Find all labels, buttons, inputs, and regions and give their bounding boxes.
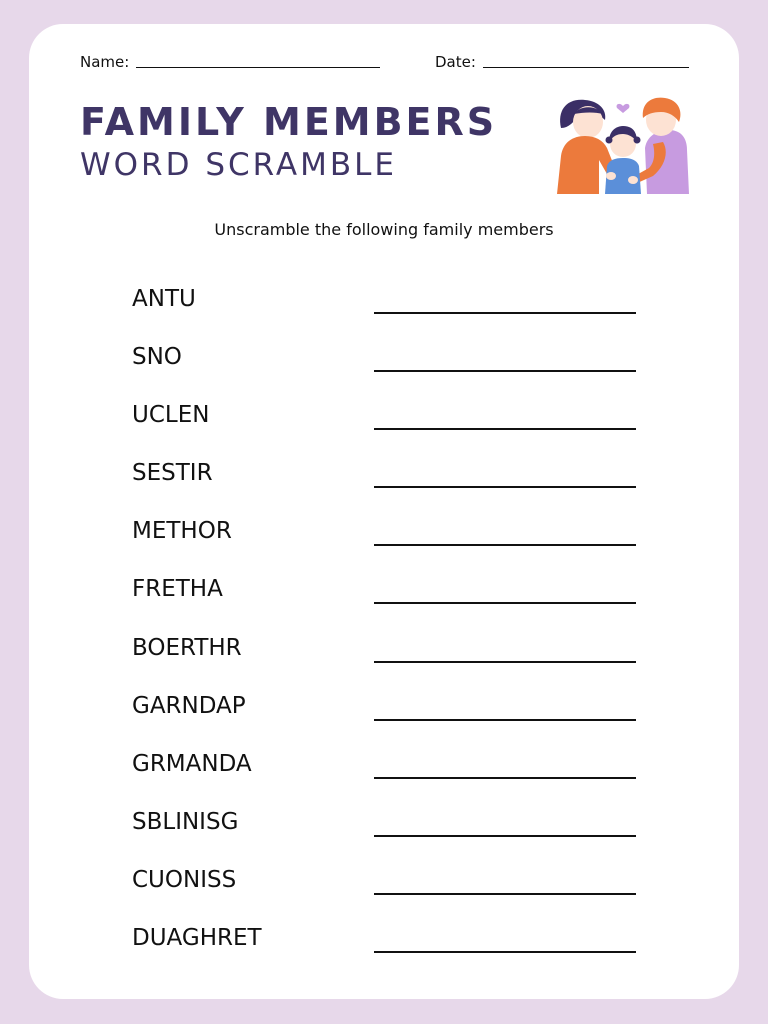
dad-body — [645, 130, 689, 194]
list-item — [29, 398, 739, 456]
answer-line[interactable] — [374, 312, 636, 314]
answer-line[interactable] — [374, 602, 636, 604]
scrambled-word: SNO — [132, 344, 182, 371]
scrambled-word: GRMANDA — [132, 750, 252, 777]
list-item — [29, 689, 739, 747]
instructions-text: Unscramble the following family members — [214, 220, 554, 239]
name-label: Name: — [80, 53, 130, 71]
worksheet-title: FAMILY MEMBERS — [80, 100, 498, 144]
scrambled-word: DUAGHRET — [132, 925, 262, 952]
answer-line[interactable] — [374, 661, 636, 663]
worksheet-subtitle: WORD SCRAMBLE — [80, 147, 398, 183]
scrambled-word: FRETHA — [132, 576, 223, 603]
family-hug-illustration — [555, 94, 691, 194]
date-label: Date: — [435, 53, 476, 71]
list-item — [29, 282, 739, 340]
list-item — [29, 863, 739, 921]
scrambled-word: SBLINISG — [132, 808, 239, 835]
date-field-line[interactable] — [483, 67, 689, 68]
scrambled-word: SESTIR — [132, 460, 213, 487]
answer-line[interactable] — [374, 370, 636, 372]
worksheet-sheet — [29, 24, 739, 999]
scrambled-word: ANTU — [132, 286, 196, 312]
answer-line[interactable] — [374, 777, 636, 779]
answer-line[interactable] — [374, 951, 636, 953]
list-item — [29, 456, 739, 514]
answer-line[interactable] — [374, 544, 636, 546]
list-item — [29, 572, 739, 630]
scrambled-word: BOERTHR — [132, 634, 242, 661]
list-item — [29, 921, 739, 979]
scrambled-word: CUONISS — [132, 866, 237, 893]
list-item — [29, 631, 739, 689]
answer-line[interactable] — [374, 428, 636, 430]
name-field-line[interactable] — [136, 67, 380, 68]
word-list — [29, 282, 739, 979]
answer-line[interactable] — [374, 719, 636, 721]
heart-icon — [617, 104, 630, 113]
answer-line[interactable] — [374, 486, 636, 488]
scrambled-word: UCLEN — [132, 402, 210, 429]
list-item — [29, 340, 739, 398]
list-item — [29, 514, 739, 572]
scrambled-word: METHOR — [132, 518, 232, 545]
list-item — [29, 747, 739, 805]
answer-line[interactable] — [374, 835, 636, 837]
scrambled-word: GARNDAP — [132, 692, 246, 719]
list-item — [29, 805, 739, 863]
answer-line[interactable] — [374, 893, 636, 895]
